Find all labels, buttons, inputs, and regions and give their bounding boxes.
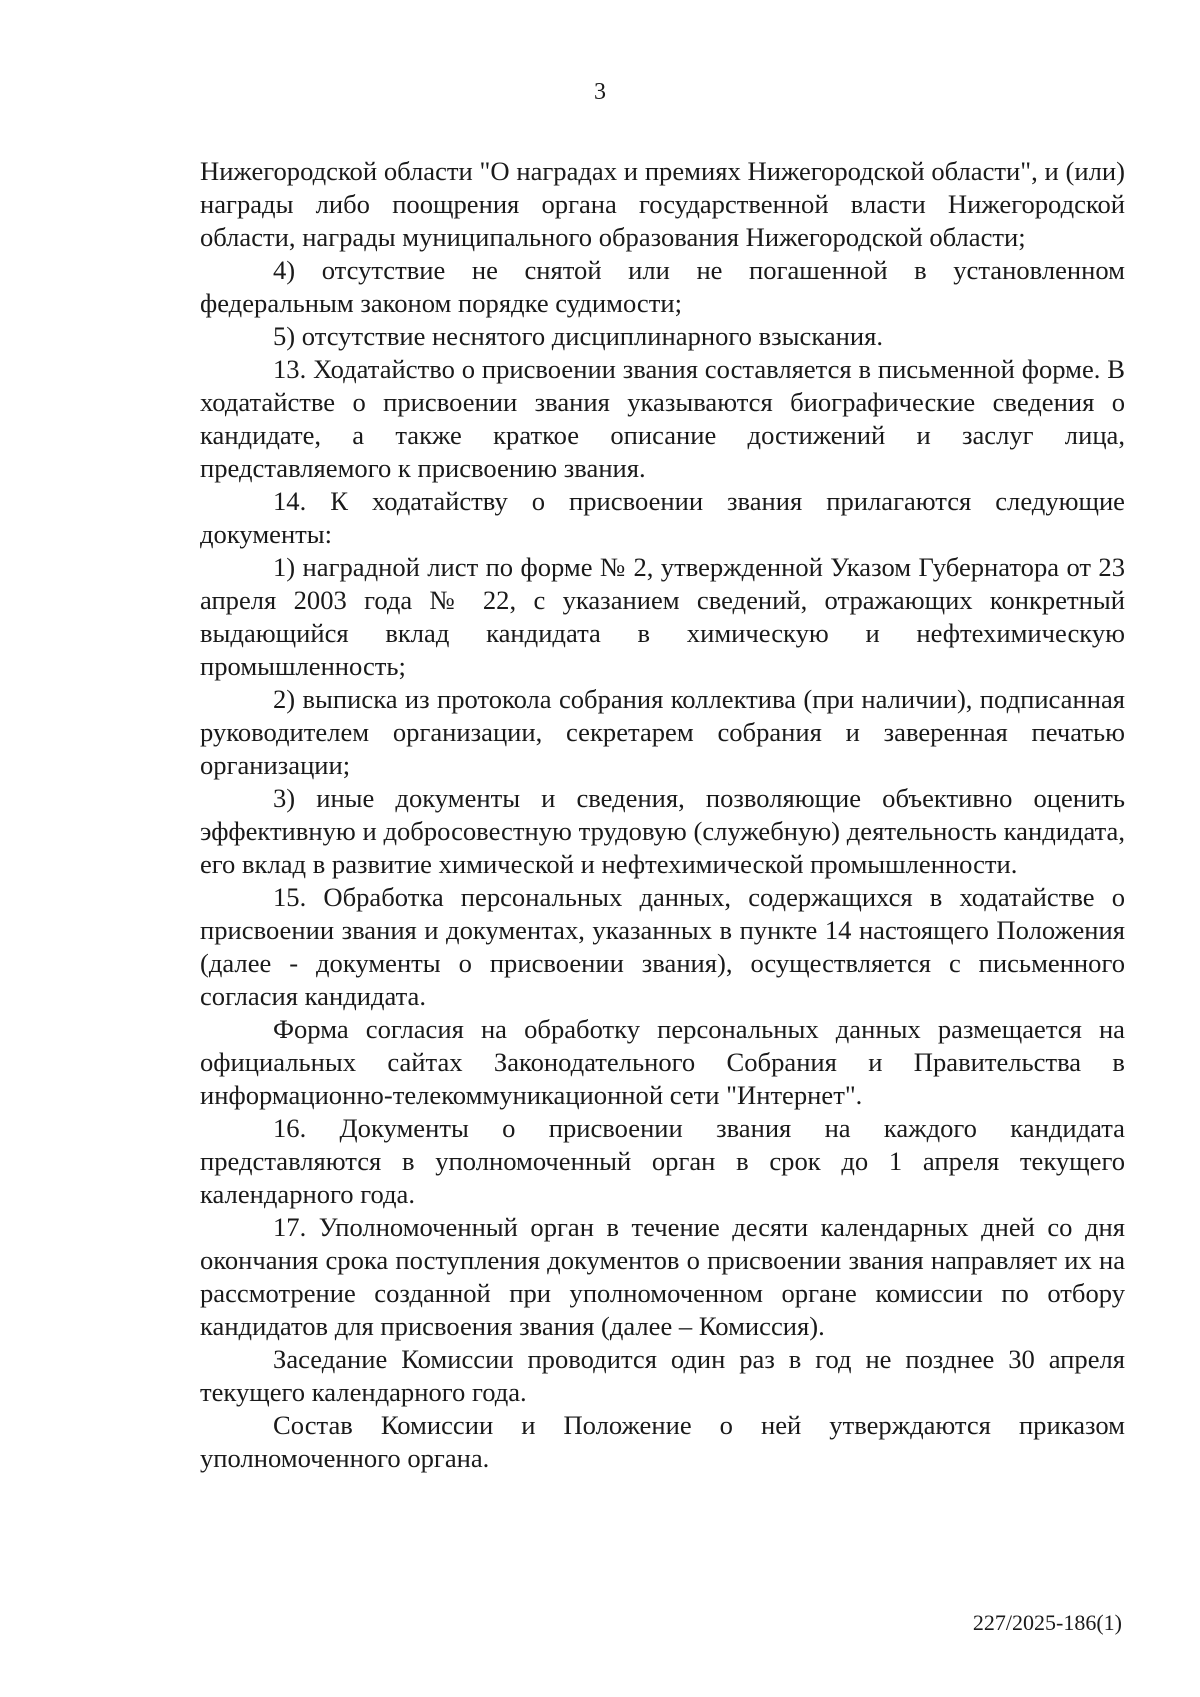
paragraph-continuation: Нижегородской области "О наградах и премиях Нижегородской области", и (или) награды либо поощрения органа государственной власти Нижегородской области, награды муниципального образования Нижегородской области; — [200, 156, 1125, 252]
paragraph-14-item-2: 2) выписка из протокола собрания коллектива (при наличии), подписанная руководителем организации, секретарем собрания и заверенная печатью организации; — [200, 684, 1125, 780]
paragraph-14: 14. К ходатайству о присвоении звания прилагаются следующие документы: — [200, 486, 1125, 549]
paragraph-13: 13. Ходатайство о присвоении звания составляется в письменной форме. В ходатайстве о присвоении звания указываются биографические сведения о кандидате, а также краткое описание достижений и заслуг лица, представляемого к присвоению звания. — [200, 354, 1125, 483]
paragraph-item-5: 5) отсутствие неснятого дисциплинарного взыскания. — [273, 321, 883, 351]
paragraph-16: 16. Документы о присвоении звания на каждого кандидата представляются в уполномоченный орган в срок до 1 апреля текущего календарного года. — [200, 1113, 1125, 1209]
page-number: 3 — [594, 79, 606, 105]
paragraph-item-4: 4) отсутствие не снятой или не погашенной в установленном федеральным законом порядке судимости; — [200, 255, 1125, 318]
document-number: 227/2025-186(1) — [972, 1610, 1122, 1635]
paragraph-15: 15. Обработка персональных данных, содержащихся в ходатайстве о присвоении звания и документах, указанных в пункте 14 настоящего Положения (далее - документы о присвоении звания), осуществляется с письменного согласия кандидата. — [200, 882, 1125, 1011]
paragraph-17: 17. Уполномоченный орган в течение десяти календарных дней со дня окончания срока поступления документов о присвоении звания направляет их на рассмотрение созданной при уполномоченном органе комиссии по отбору кандидатов для присвоения звания (далее – Комиссия). — [200, 1212, 1125, 1341]
paragraph-14-item-3: 3) иные документы и сведения, позволяющие объективно оценить эффективную и добросовестную трудовую (служебную) деятельность кандидата, его вклад в развитие химической и нефтехимической промышленности. — [200, 783, 1125, 879]
document-body — [200, 155, 1125, 1475]
paragraph-15-consent-form: Форма согласия на обработку персональных данных размещается на официальных сайтах Законодательного Собрания и Правительства в информационно-телекоммуникационной сети "Интернет". — [200, 1014, 1125, 1110]
paragraph-14-item-1: 1) наградной лист по форме № 2, утвержденной Указом Губернатора от 23 апреля 2003 года № 22, с указанием сведений, отражающих конкретный выдающийся вклад кандидата в химическую и нефтехимическую промышленность; — [200, 552, 1125, 681]
paragraph-17-meeting: Заседание Комиссии проводится один раз в год не позднее 30 апреля текущего календарного года. — [200, 1344, 1125, 1407]
paragraph-17-composition: Состав Комиссии и Положение о ней утверждаются приказом уполномоченного органа. — [200, 1410, 1125, 1473]
